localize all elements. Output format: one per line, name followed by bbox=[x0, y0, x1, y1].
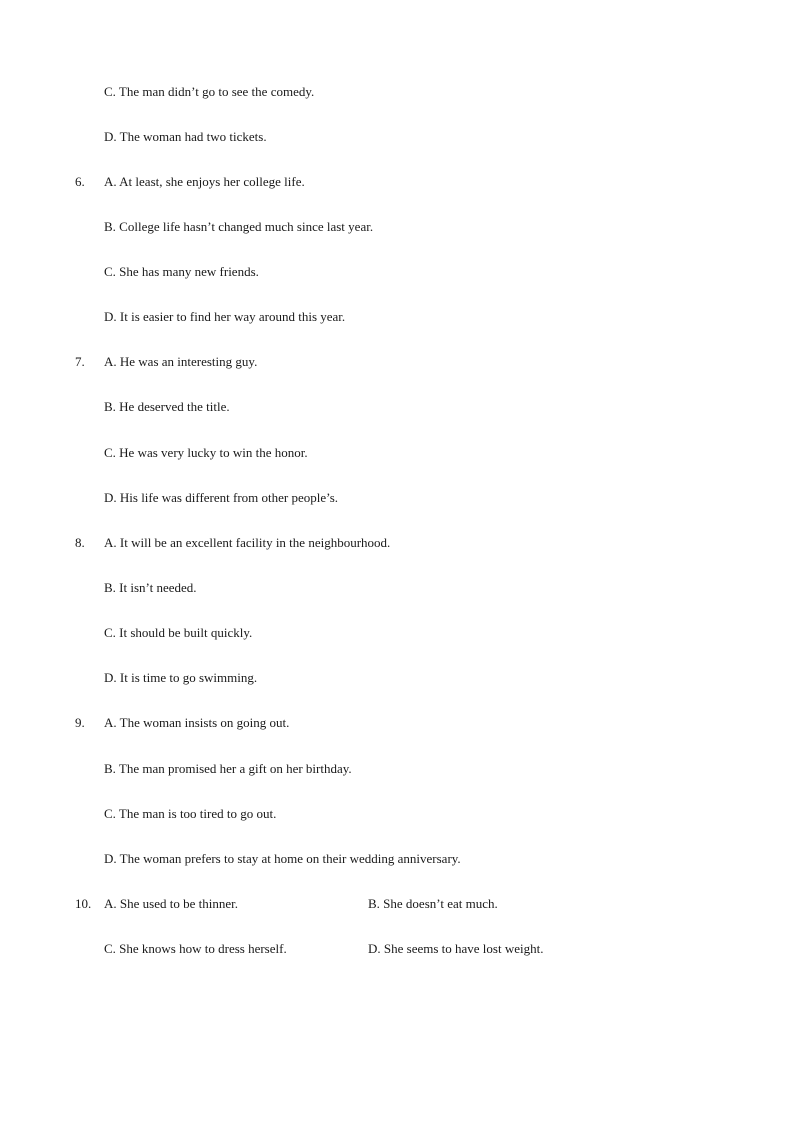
option-text: A. It will be an excellent facility in the neighbourhood. bbox=[104, 535, 391, 550]
option-text: A. At least, she enjoys her college life. bbox=[104, 174, 305, 189]
question-number: 8. bbox=[75, 535, 85, 550]
option-text: C. The man is too tired to go out. bbox=[104, 806, 277, 821]
option-text: D. The woman prefers to stay at home on their wedding anniversary. bbox=[104, 851, 461, 866]
option-text: B. College life hasn’t changed much since last year. bbox=[104, 219, 374, 234]
question-number: 6. bbox=[75, 174, 85, 189]
option-text: A. She used to be thinner. bbox=[104, 896, 238, 911]
option-text: B. It isn’t needed. bbox=[104, 580, 197, 595]
question-number: 7. bbox=[75, 354, 85, 369]
option-text: A. The woman insists on going out. bbox=[104, 715, 290, 730]
question-number: 10. bbox=[75, 896, 92, 911]
option-text: C. She knows how to dress herself. bbox=[104, 941, 287, 956]
option-text: D. It is easier to find her way around this year. bbox=[104, 309, 346, 324]
option-text: C. He was very lucky to win the honor. bbox=[104, 445, 308, 460]
option-text: D. She seems to have lost weight. bbox=[368, 941, 544, 956]
option-text: B. The man promised her a gift on her birthday. bbox=[104, 761, 352, 776]
option-text: C. She has many new friends. bbox=[104, 264, 259, 279]
option-text: D. It is time to go swimming. bbox=[104, 670, 258, 685]
option-text: C. The man didn’t go to see the comedy. bbox=[104, 84, 315, 99]
option-text: B. She doesn’t eat much. bbox=[368, 896, 498, 911]
option-text: D. His life was different from other people’s. bbox=[104, 490, 339, 505]
option-text: D. The woman had two tickets. bbox=[104, 129, 267, 144]
question-number: 9. bbox=[75, 715, 85, 730]
option-text: A. He was an interesting guy. bbox=[104, 354, 258, 369]
option-text: C. It should be built quickly. bbox=[104, 625, 253, 640]
option-text: B. He deserved the title. bbox=[104, 399, 230, 414]
